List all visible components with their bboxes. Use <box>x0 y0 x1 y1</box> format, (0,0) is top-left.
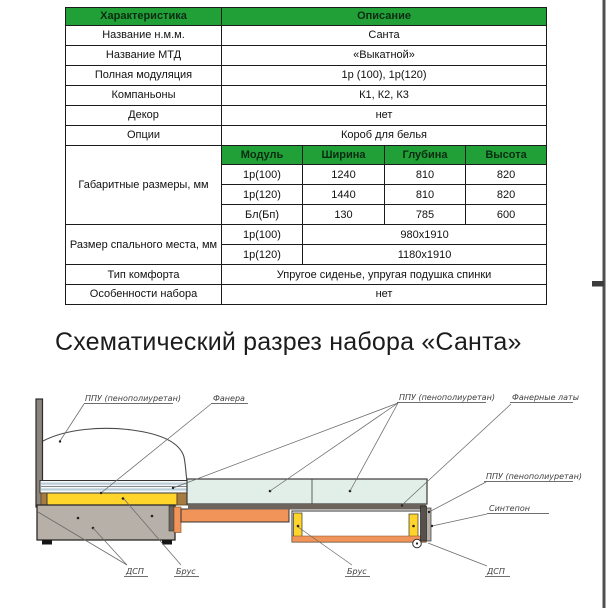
seat-timber-band <box>41 493 188 505</box>
subheader-width: Ширина <box>303 145 385 165</box>
label-sintepon: Синтепон <box>489 504 530 513</box>
cell: 130 <box>303 205 385 225</box>
dimensions-label: Габаритные размеры, мм <box>66 145 222 225</box>
row-label: Опции <box>66 125 222 145</box>
row-value: нет <box>222 105 547 125</box>
cell: 600 <box>466 205 547 225</box>
row-value: К1, К2, К3 <box>222 85 547 105</box>
pullout-drawer <box>292 506 431 548</box>
row-label: Декор <box>66 105 222 125</box>
foot-right <box>162 540 172 545</box>
row-label: Название н.м.м. <box>66 26 222 46</box>
cell: 1240 <box>303 165 385 185</box>
row-value: Короб для белья <box>222 125 547 145</box>
cell: 1р(100) <box>222 165 303 185</box>
row-value: 1р (100), 1р(120) <box>222 65 547 85</box>
subheader-height: Высота <box>466 145 547 165</box>
cell: 820 <box>466 185 547 205</box>
label-ppu-end: ППУ (пенополиуретан) <box>486 472 582 481</box>
cell: Бл(Бп) <box>222 205 303 225</box>
subheader-depth: Глубина <box>385 145 466 165</box>
label-ppu-backrest: ППУ (пенополиуретан) <box>85 394 181 403</box>
row-value: «Выкатной» <box>222 45 547 65</box>
sleeping-label: Размер спального места, мм <box>66 225 222 265</box>
cell: 810 <box>385 185 466 205</box>
row-label: Особенности набора <box>66 285 222 305</box>
cell: 1440 <box>303 185 385 205</box>
label-dsp-right: ДСП <box>487 567 505 576</box>
cell: 1р(100) <box>222 225 303 245</box>
row-label: Полная модуляция <box>66 65 222 85</box>
row-value: нет <box>222 285 547 305</box>
row-value: Упругое сиденье, упругая подушка спинки <box>222 265 547 285</box>
label-ppu-mattress: ППУ (пенополиуретан) <box>399 393 495 402</box>
cell: 980x1910 <box>303 225 547 245</box>
cell: 785 <box>385 205 466 225</box>
row-label: Компаньоны <box>66 85 222 105</box>
pullout-bracket <box>169 506 181 533</box>
foot-left <box>42 540 52 545</box>
row-label: Тип комфорта <box>66 265 222 285</box>
section-title: Схематический разрез набора «Санта» <box>55 328 522 356</box>
row-label: Название МТД <box>66 45 222 65</box>
label-fanera: Фанера <box>213 394 245 403</box>
end-foam-strip <box>421 506 427 541</box>
cell: 1180x1910 <box>303 245 547 265</box>
backrest-cushion-outline <box>43 428 187 481</box>
cell: 810 <box>385 165 466 185</box>
cell: 820 <box>466 165 547 185</box>
label-dsp-left: ДСП <box>126 567 144 576</box>
page-edge-line <box>603 0 606 608</box>
label-brus-right: Брус <box>347 567 367 576</box>
cell: 1р(120) <box>222 245 303 265</box>
pullout-platform <box>181 509 289 522</box>
foam-mattress <box>187 479 427 504</box>
plywood-slats-band <box>188 504 426 510</box>
base-box <box>37 505 175 545</box>
label-fanernye-laty: Фанерные латы <box>512 393 580 402</box>
row-value: Санта <box>222 26 547 46</box>
header-characteristic: Характеристика <box>66 8 222 26</box>
label-brus-left: Брус <box>176 567 196 576</box>
cell: 1р(120) <box>222 185 303 205</box>
subheader-module: Модуль <box>222 145 303 165</box>
page-edge-tick <box>592 281 604 287</box>
header-description: Описание <box>222 8 547 26</box>
